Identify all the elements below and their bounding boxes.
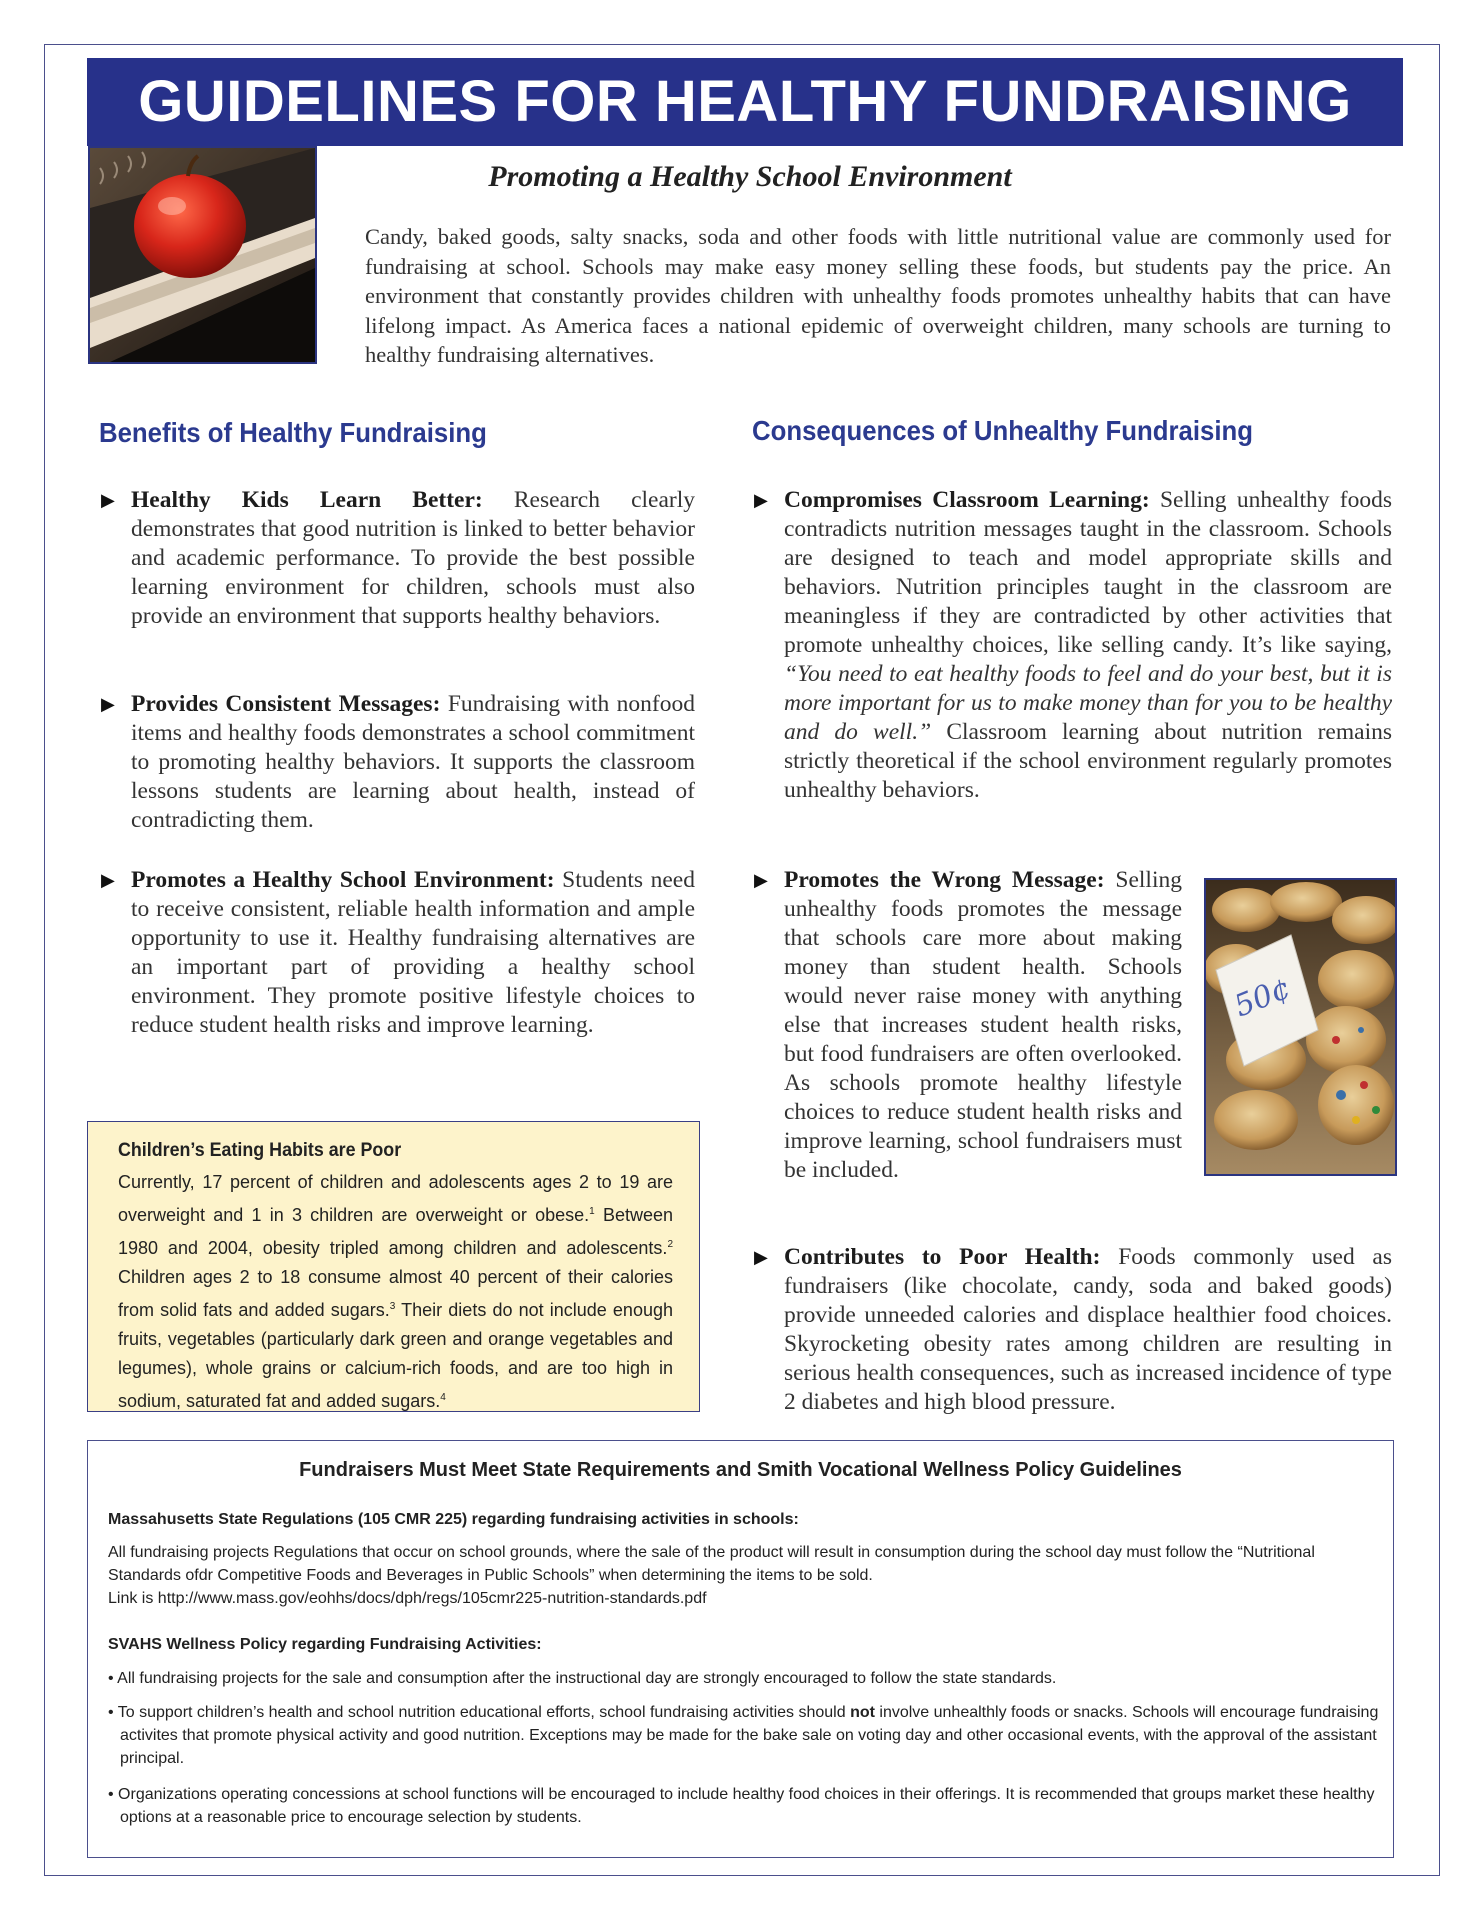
requirements-title: Fundraisers Must Meet State Requirements and Smith Vocational Wellness Policy Guidelines xyxy=(299,1459,1182,1481)
arrow-bullet-icon: ▶ xyxy=(101,870,115,890)
arrow-bullet-icon: ▶ xyxy=(754,1247,768,1267)
callout-text: Currently, 17 percent of children and adolescents ages 2 to 19 are overweight and 1 in 3 children are overweight or obese.$^1$ Between 1980 and 2004, obesity tripled among children and adolescents.$^2$ Children ages 2 to 18 consume almost 40 percent of their calories from solid fats and added sugars.$^3$ Their diets do not include enough fruits, vegetables (particularly dark green and orange vegetables and legumes), whole grains or calcium-rich foods, and are too high in sodium, saturated fat and added sugars.$^4$ xyxy=(118,1172,673,1411)
consequence-item: ▶ Compromises Classroom Learning: Selling unhealthy foods contradicts nutrition messages taught in the classroom. Schools are designed to teach and model appropriate skills and behaviors. Nutrition principles taught in the classroom are meaningless if they are contradicted by other activities that promote unhealthy choices, like selling candy. It’s like saying, “You need to eat healthy foods to feel and do your best, but it is more important for us to make money than for you to be healthy and do well.” Classroom learning about nutrition remains strictly theoretical if the school environment regularly promotes unhealthy behaviors. xyxy=(754,487,1393,803)
cookies-photo xyxy=(1204,878,1397,1176)
consequence-item: ▶ Contributes to Poor Health: Foods commonly used as fundraisers (like chocolate, candy, soda and baked goods) provide unneeded calories and displace healthier food choices. Skyrocketing obesity rates among children are resulting in serious health consequences, such as increased incidence of type 2 diabetes and high blood pressure. xyxy=(754,1244,1393,1415)
page-title: GUIDELINES FOR HEALTHY FUNDRAISING xyxy=(87,58,1403,146)
requirements-box xyxy=(87,1440,1394,1858)
subtitle: Promoting a Healthy School Environment xyxy=(488,160,1012,193)
state-regulations-heading: Massahusetts State Regulations (105 CMR 225) regarding fundraising activities in schools: xyxy=(108,1511,799,1528)
price-tag: 50¢ xyxy=(1229,970,1296,1025)
policy-bullet: • All fundraising projects for the sale and consumption after the instructional day are strongly encouraged to follow the state standards. xyxy=(108,1670,1057,1687)
benefit-item: ▶ Promotes a Healthy School Environment: Students need to receive consistent, reliable health information and ample opportunity to use it. Healthy fundraising alternatives are an important part of providing a healthy school environment. They promote positive lifestyle choices to reduce student health risks and improve learning. xyxy=(101,867,695,1038)
intro-paragraph: Candy, baked goods, salty snacks, soda and other foods with little nutritional value are commonly used for fundraising at school. Schools may make easy money selling these foods, but students pay the price. An environment that constantly provides children with unhealthy foods promotes unhealthy habits that can have lifelong impact. As America faces a national epidemic of overweight children, many schools are turning to healthy fundraising alternatives. xyxy=(365,224,1391,367)
apple-photo xyxy=(88,146,317,364)
arrow-bullet-icon: ▶ xyxy=(754,870,768,890)
arrow-bullet-icon: ▶ xyxy=(754,490,768,510)
benefit-item: ▶ Provides Consistent Messages: Fundraising with nonfood items and healthy foods demonstrates a school commitment to promoting healthy behaviors. It supports the classroom lessons students are learning about health, instead of contradicting them. xyxy=(101,691,695,833)
wellness-policy-heading: SVAHS Wellness Policy regarding Fundraising Activities: xyxy=(108,1636,542,1653)
arrow-bullet-icon: ▶ xyxy=(101,694,115,714)
eating-habits-callout xyxy=(87,1121,700,1412)
policy-bullet: • To support children’s health and school nutrition educational efforts, school fundraising activities should not involve unhealthly foods or snacks. Schools will encourage fundraising activites that promote physical activity and good nutrition. Exceptions may be made for the bake sale on voting day and other occasional events, with the approval of the assistant principal. xyxy=(108,1704,1379,1767)
state-regulations-link[interactable]: Link is http://www.mass.gov/eohhs/docs/dph/regs/105cmr225-nutrition-standards.pdf xyxy=(108,1590,707,1607)
consequences-heading: Consequences of Unhealthy Fundraising xyxy=(752,415,1253,446)
consequence-item: ▶ Promotes the Wrong Message: Selling unhealthy foods promotes the message that schools care more about making money than student health. Schools would never raise money with anything else that increases student health risks, but food fundraisers are often overlooked. As schools promote healthy lifestyle choices to reduce student health risks and improve learning, school fundraisers must be included. xyxy=(754,867,1182,1183)
callout-heading: Children’s Eating Habits are Poor xyxy=(118,1140,402,1161)
benefits-heading: Benefits of Healthy Fundraising xyxy=(99,417,487,448)
state-regulations-text: All fundraising projects Regulations that occur on school grounds, where the sale of the product will result in consumption during the school day must follow the “Nutritional Standards ofdr Competitive Foods and Beverages in Public Schools” when determining the items to be sold. xyxy=(108,1544,1315,1584)
arrow-bullet-icon: ▶ xyxy=(101,490,115,510)
policy-bullet: • Organizations operating concessions at school functions will be encouraged to include healthy food choices in their offerings. It is recommended that groups market these healthy options at a reasonable price to encourage selection by students. xyxy=(108,1786,1375,1826)
benefit-item: ▶ Healthy Kids Learn Better: Research clearly demonstrates that good nutrition is linked to better behavior and academic performance. To provide the best possible learning environment for children, schools must also provide an environment that supports healthy behaviors. xyxy=(101,487,695,629)
